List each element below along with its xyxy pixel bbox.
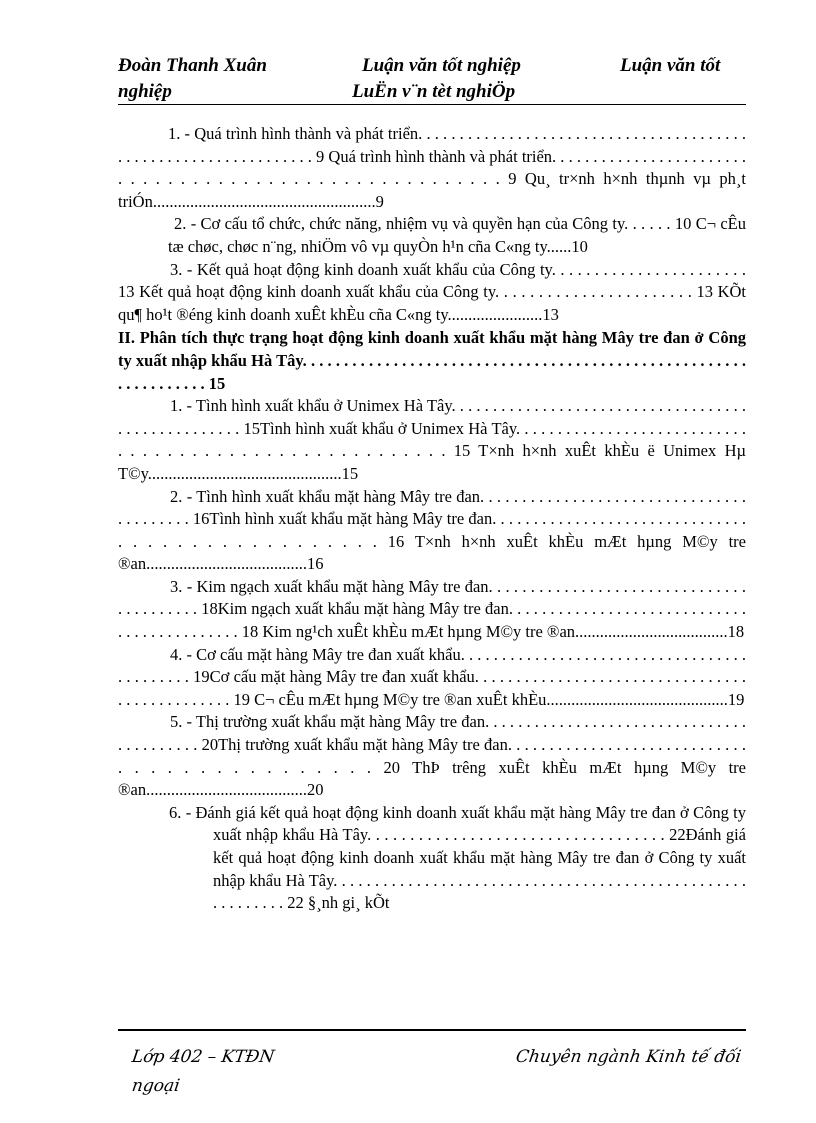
header-title-right-cont: nghiệp — [118, 81, 172, 102]
header-rule — [118, 104, 746, 105]
toc-entry-3[interactable]: 3. - Kết quả hoạt động kinh doanh xuất khẩu của Công ty. . . . . . . . . . . . . . . . . . . . . . . 13 Kết quả hoạt động kinh doanh xuất khẩu của Công ty. . . . . . . . . . . . . . . . . . . . . . . 13 KÕt qu¶ ho¹t ®éng kinh doanh xuÊt khÈu cña C«ng ty.......................13 — [118, 259, 746, 324]
toc-entry-II-1[interactable]: 1. - Tình hình xuất khẩu ở Unimex Hà Tây. . . . . . . . . . . . . . . . . . . . . . . . . . . . . . . . . . . . . . . . . . . . . . . . . . . 15Tình hình xuất khẩu ở Unimex Hà Tây. . . . . . . . . . . . . . . . . . . . . . . . . . . . . . . . . . . . . . . . . . . . . . . . . . . . . . . 15 T×nh h×nh xuÊt khÈu ë Unimex Hµ T©y...............................................15 — [118, 396, 746, 483]
toc-entry-II-6[interactable]: 6. - Đánh giá kết quả hoạt động kinh doanh xuất khẩu mặt hàng Mây tre đan ở Công ty xuất nhập khẩu Hà Tây. . . . . . . . . . . . . . . . . . . . . . . . . . . . . . . . . . . 22Đánh giá kết quả hoạt động kinh doanh xuất khẩu mặt hàng Mây tre đan ở Công ty xuất nhập khẩu Hà Tây. . . . . . . . . . . . . . . . . . . . . . . . . . . . . . . . . . . . . . . . . . . . . . . . . . . . . . . . . . . 22 §¸nh gi¸ kÕt — [169, 802, 746, 913]
header-title: Luận văn tốt nghiệp — [362, 55, 521, 76]
toc-entry-1[interactable]: 1. - Quá trình hình thành và phát triển. . . . . . . . . . . . . . . . . . . . . . . . . . . . . . . . . . . . . . . . . . . . . . . . . . . . . . . . . . . . . . . . 9 Quá trình hình thành và phát triển. . . . . . . . . . . . . . . . . . . . . . . . . . . . . . . . . . . . . . . . . . . . . . . . . . . . . . . 9 Qu¸ tr×nh h×nh thµnh vµ ph¸t triÓn......................................................9 — [118, 124, 746, 211]
toc-entry-II-2[interactable]: 2. - Tình hình xuất khẩu mặt hàng Mây tre đan. . . . . . . . . . . . . . . . . . . . . . . . . . . . . . . . . . . . . . . . . 16Tình hình xuất khẩu mặt hàng Mây tre đan. . . . . . . . . . . . . . . . . . . . . . . . . . . . . . . . . . . . . . . . . . . . . . . . . 16 T×nh h×nh xuÊt khÈu mÆt hµng M©y tre ®an.......................................16 — [118, 486, 746, 574]
toc-entry-II-4[interactable]: 4. - Cơ cấu mặt hàng Mây tre đan xuất khẩu. . . . . . . . . . . . . . . . . . . . . . . . . . . . . . . . . . . . . . . . . . . . 19Cơ cấu mặt hàng Mây tre đan xuất khẩu. . . . . . . . . . . . . . . . . . . . . . . . . . . . . . . . . . . . . . . . . . . . . . . 19 C¬ cÊu mÆt hµng M©y tre ®an xuÊt khÈu............................................19 — [118, 644, 746, 709]
footer-rule — [118, 1029, 746, 1031]
footer-major: Chuyên ngành Kinh tế đối — [514, 1047, 743, 1067]
toc-entry-2[interactable]: 2. - Cơ cấu tổ chức, chức năng, nhiệm vụ và quyền hạn của Công ty. . . . . . 10 C¬ cÊu tæ chøc, chøc n¨ng, nhiÖm vô vµ quyÒn h¹n cña C«ng ty......10 — [168, 214, 746, 256]
toc — [118, 123, 746, 915]
header-title-right: Luận văn tốt — [620, 55, 721, 76]
header-title-garbled: LuËn v¨n tèt nghiÖp — [352, 81, 516, 102]
footer-class-cont: ngoại — [130, 1076, 182, 1096]
toc-section-II[interactable]: II. Phân tích thực trạng hoạt động kinh doanh xuất khẩu mặt hàng Mây tre đan ở Công ty xuất nhập khẩu Hà Tây. . . . . . . . . . . . . . . . . . . . . . . . . . . . . . . . . . . . . . . . . . . . . . . . . . . . . . . . . . . . . . . . . 15 — [118, 328, 746, 393]
toc-entry-II-5[interactable]: 5. - Thị trường xuất khẩu mặt hàng Mây tre đan. . . . . . . . . . . . . . . . . . . . . . . . . . . . . . . . . . . . . . . . . . 20Thị trường xuất khẩu mặt hàng Mây tre đan. . . . . . . . . . . . . . . . . . . . . . . . . . . . . . . . . . . . . . . . . . . . . 20 ThÞ trêng xuÊt khÈu mÆt hµng M©y tre ®an.......................................20 — [118, 712, 746, 800]
toc-entry-II-3[interactable]: 3. - Kim ngạch xuất khẩu mặt hàng Mây tre đan. . . . . . . . . . . . . . . . . . . . . . . . . . . . . . . . . . . . . . . . . 18Kim ngạch xuất khẩu mặt hàng Mây tre đan. . . . . . . . . . . . . . . . . . . . . . . . . . . . . . . . . . . . . . . . . . . . 18 Kim ng¹ch xuÊt khÈu mÆt hµng M©y tre ®an.....................................18 — [118, 576, 746, 642]
footer-class: Lớp 402 – KTĐN — [130, 1047, 276, 1067]
header-author: Đoàn Thanh Xuân — [118, 55, 267, 76]
